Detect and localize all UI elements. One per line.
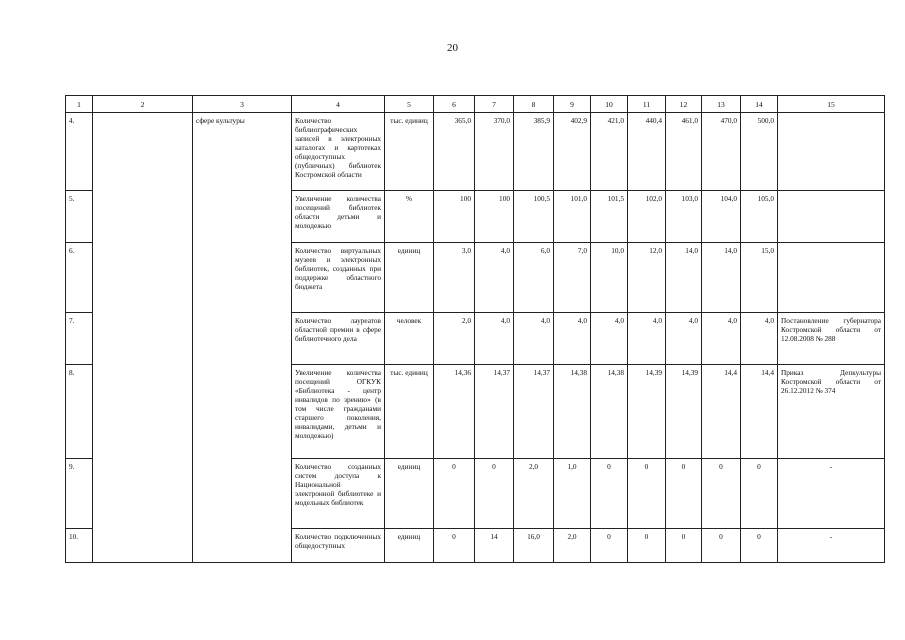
value-cell: 4,0 [554,313,591,365]
value-cell: 6,0 [514,243,554,313]
row-number: 9. [66,459,93,529]
unit-cell: тыс. единиц [385,113,434,191]
value-cell: 7,0 [554,243,591,313]
value-cell: 0 [475,459,514,529]
sphere-cell: сфере культуры [193,113,292,563]
value-cell: 4,0 [666,313,702,365]
col-header-7: 7 [475,96,514,113]
col-header-15: 15 [778,96,885,113]
indicator-name: Количество лауреатов областной премии в сфере библиотечного дела [292,313,385,365]
value-cell: 16,0 [514,529,554,563]
value-cell: 461,0 [666,113,702,191]
unit-cell: единиц [385,459,434,529]
value-cell: 14,39 [628,365,666,459]
value-cell: 470,0 [702,113,741,191]
value-cell: 104,0 [702,191,741,243]
value-cell: 402,9 [554,113,591,191]
col-header-9: 9 [554,96,591,113]
value-cell: 101,5 [591,191,628,243]
row-number: 10. [66,529,93,563]
value-cell: 0 [741,529,778,563]
page-number: 20 [447,42,458,54]
value-cell: 14 [475,529,514,563]
value-cell: 370,0 [475,113,514,191]
value-cell: 10,0 [591,243,628,313]
value-cell: 14,0 [666,243,702,313]
row-number: 7. [66,313,93,365]
indicator-name: Количество созданных систем доступа к Национальной электронной библиотеке и модельных библиотек [292,459,385,529]
value-cell: 100,5 [514,191,554,243]
value-cell: 103,0 [666,191,702,243]
indicator-name: Количество виртуальных музеев и электронных библиотек, созданных при поддержке областного бюджета [292,243,385,313]
col-header-3: 3 [193,96,292,113]
basis-note [778,113,885,191]
basis-note: Постановление губернатора Костромской области от 12.08.2008 № 288 [778,313,885,365]
value-cell: 0 [702,459,741,529]
program-cell [93,113,193,563]
value-cell: 0 [702,529,741,563]
row-number: 6. [66,243,93,313]
value-cell: 0 [628,529,666,563]
value-cell: 102,0 [628,191,666,243]
col-header-6: 6 [434,96,475,113]
value-cell: 0 [741,459,778,529]
value-cell: 14,38 [591,365,628,459]
value-cell: 3,0 [434,243,475,313]
value-cell: 4,0 [702,313,741,365]
col-header-5: 5 [385,96,434,113]
value-cell: 14,37 [514,365,554,459]
indicator-name: Увеличение количества посещений библиотек области детьми и молодежью [292,191,385,243]
table-row [66,113,885,191]
value-cell: 0 [666,459,702,529]
value-cell: 4,0 [741,313,778,365]
value-cell: 14,4 [702,365,741,459]
col-header-12: 12 [666,96,702,113]
value-cell: 14,4 [741,365,778,459]
value-cell: 0 [434,529,475,563]
basis-note [778,191,885,243]
column-number-header [66,96,885,113]
value-cell: 0 [591,529,628,563]
value-cell: 14,38 [554,365,591,459]
value-cell: 0 [628,459,666,529]
value-cell: 365,0 [434,113,475,191]
basis-note: - [778,459,885,529]
value-cell: 4,0 [475,243,514,313]
basis-note [778,243,885,313]
indicator-name: Количество библиографических записей в электронных каталогах и картотеках общедоступных (публичных) библиотек Костромской области [292,113,385,191]
indicators-table [65,95,885,563]
value-cell: 105,0 [741,191,778,243]
value-cell: 12,0 [628,243,666,313]
value-cell: 14,36 [434,365,475,459]
col-header-4: 4 [292,96,385,113]
col-header-8: 8 [514,96,554,113]
unit-cell: единиц [385,529,434,563]
value-cell: 100 [434,191,475,243]
value-cell: 2,0 [514,459,554,529]
unit-cell: человек [385,313,434,365]
value-cell: 4,0 [475,313,514,365]
value-cell: 15,0 [741,243,778,313]
value-cell: 101,0 [554,191,591,243]
value-cell: 0 [666,529,702,563]
row-number: 8. [66,365,93,459]
indicator-name: Увеличение количества посещений ОГКУК «Библиотека - центр инвалидов по зрению» (в том числе гражданами старшего поколения, инвалидами, детьми и молодежью) [292,365,385,459]
value-cell: 421,0 [591,113,628,191]
value-cell: 100 [475,191,514,243]
basis-note: Приказ Депкультуры Костромской области от 26.12.2012 № 374 [778,365,885,459]
unit-cell: тыс. единиц [385,365,434,459]
value-cell: 4,0 [591,313,628,365]
value-cell: 4,0 [514,313,554,365]
indicator-name: Количество подключенных общедоступных [292,529,385,563]
basis-note: - [778,529,885,563]
row-number: 4. [66,113,93,191]
value-cell: 0 [434,459,475,529]
value-cell: 2,0 [434,313,475,365]
col-header-11: 11 [628,96,666,113]
value-cell: 440,4 [628,113,666,191]
value-cell: 14,0 [702,243,741,313]
col-header-14: 14 [741,96,778,113]
col-header-13: 13 [702,96,741,113]
unit-cell: единиц [385,243,434,313]
value-cell: 14,39 [666,365,702,459]
value-cell: 4,0 [628,313,666,365]
col-header-2: 2 [93,96,193,113]
value-cell: 14,37 [475,365,514,459]
value-cell: 0 [591,459,628,529]
col-header-10: 10 [591,96,628,113]
value-cell: 2,0 [554,529,591,563]
value-cell: 385,9 [514,113,554,191]
value-cell: 1,0 [554,459,591,529]
value-cell: 500,0 [741,113,778,191]
row-number: 5. [66,191,93,243]
unit-cell: % [385,191,434,243]
col-header-1: 1 [66,96,93,113]
